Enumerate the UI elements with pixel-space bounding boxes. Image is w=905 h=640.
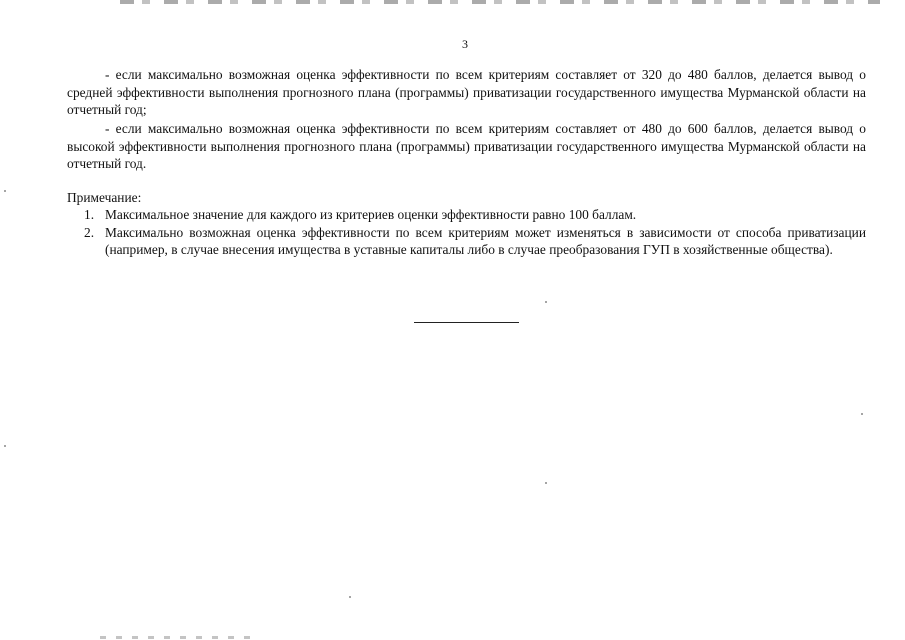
paragraph-average-efficiency: - если максимально возможная оценка эффективности по всем критериям составляет от 320 до 480 баллов, делается вывод о средней эффективности выполнения прогнозного плана (программы) приватизации государственного имущества Мурманской области на отчетный год; [67, 67, 866, 117]
scan-speck [861, 413, 863, 415]
paragraph-high-efficiency: - если максимально возможная оценка эффективности по всем критериям составляет от 480 до 600 баллов, делается вывод о высокой эффективности выполнения прогнозного плана (программы) приватизации государственного имущества Мурманской области на отчетный год. [67, 121, 866, 171]
scan-speck [349, 596, 351, 598]
note-item-number: 1. [84, 207, 95, 222]
note-item-text: Максимальное значение для каждого из критериев оценки эффективности равно 100 баллам. [105, 207, 637, 222]
end-of-text-rule [414, 322, 519, 323]
scan-speck [4, 445, 6, 447]
note-item [84, 224, 866, 259]
note-list [84, 206, 866, 259]
scan-artifact-top [120, 0, 880, 4]
page-number: 3 [462, 37, 468, 51]
note-item [84, 206, 866, 224]
scan-artifact-bottom [100, 636, 250, 639]
scan-speck [545, 301, 547, 303]
scan-speck [4, 190, 6, 192]
scan-speck [545, 482, 547, 484]
note-title: Примечание: [67, 190, 142, 205]
note-item-text: Максимально возможная оценка эффективности по всем критериям может изменяться в зависимости от способа приватизации (например, в случае внесения имущества в уставные капиталы либо в случае преобразования ГУП в хозяйственные общества). [105, 224, 866, 257]
note-item-number: 2. [84, 224, 95, 240]
